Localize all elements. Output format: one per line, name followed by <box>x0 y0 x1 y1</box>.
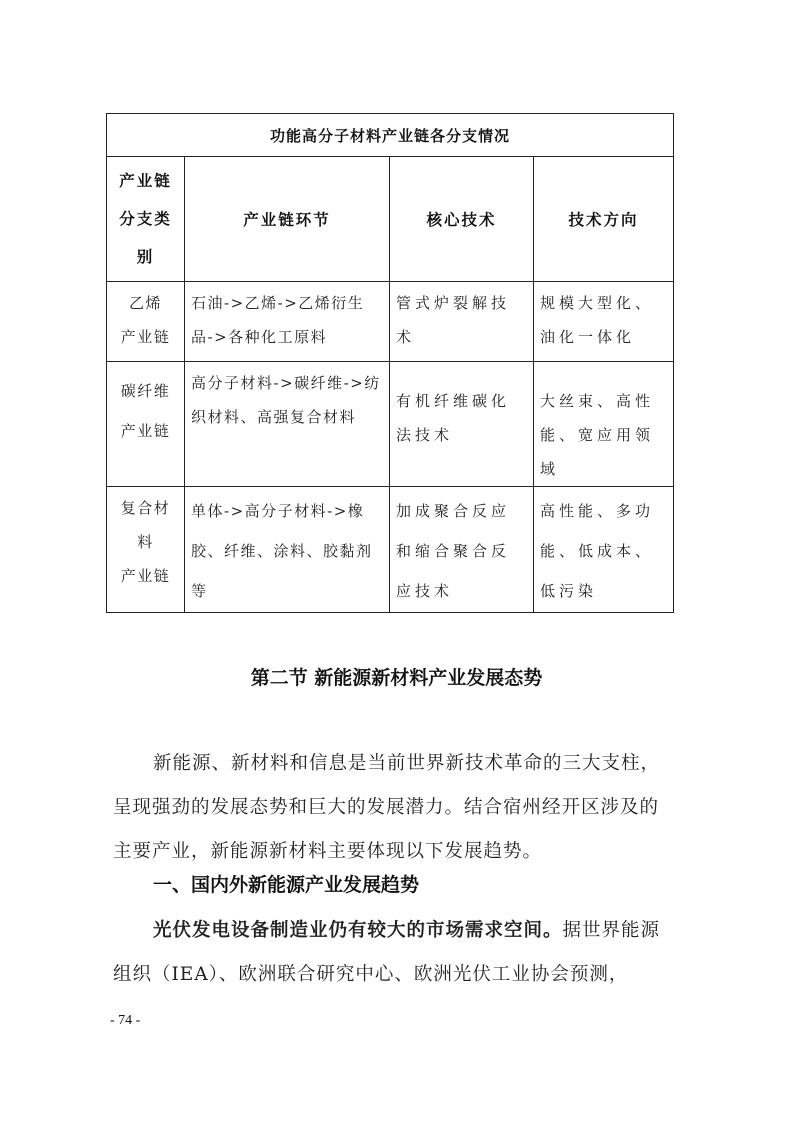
header-category-line: 产业链 <box>119 172 172 190</box>
table-row <box>107 282 674 362</box>
page-number: - 74 - <box>110 1013 141 1028</box>
header-category <box>107 157 185 282</box>
row-direction: 高性能、多功能、低成本、低污染 <box>534 487 674 613</box>
row-core-tech: 管式炉裂解技术 <box>390 282 534 362</box>
row-category <box>107 362 185 487</box>
paragraph-lead-bold: 光伏发电设备制造业仍有较大的市场需求空间。 <box>153 920 563 941</box>
subheading: 一、国内外新能源产业发展趋势 <box>153 874 420 896</box>
row-category <box>107 282 185 362</box>
intro-paragraph-text: 新能源、新材料和信息是当前世界新技术革命的三大支柱，呈现强劲的发展态势和巨大的发展潜力。结合宿州经开区涉及的主要产业，新能源新材料主要体现以下发展趋势。 <box>113 753 661 862</box>
branch-table <box>106 113 674 613</box>
row-direction: 大丝束、高性能、宽应用领域 <box>534 362 674 487</box>
row-category-line: 产业链 <box>120 567 171 585</box>
table-row <box>107 487 674 613</box>
row-category-line: 产业链 <box>120 328 171 346</box>
row-core-tech: 加成聚合反应和缩合聚合反应技术 <box>390 487 534 613</box>
header-core-tech: 核心技术 <box>390 157 534 282</box>
header-direction: 技术方向 <box>534 157 674 282</box>
row-core-tech: 有机纤维碳化法技术 <box>390 362 534 487</box>
row-category-line: 产业链 <box>120 422 171 440</box>
header-category-line: 分支类 <box>119 210 172 228</box>
row-segment: 石油->乙烯->乙烯衍生品->各种化工原料 <box>185 282 390 362</box>
paragraph-rest: 据世界能源组织（IEA）、欧洲联合研究中心、欧洲光伏工业协会预测， <box>113 920 661 985</box>
row-segment: 高分子材料->碳纤维->纺织材料、高强复合材料 <box>185 362 390 487</box>
row-category-line: 复合材 <box>120 499 171 517</box>
intro-paragraph <box>113 742 673 874</box>
row-segment: 单体->高分子材料->橡胶、纤维、涂料、胶黏剂等 <box>185 487 390 613</box>
row-direction: 规模大型化、油化一体化 <box>534 282 674 362</box>
row-category-line: 乙烯 <box>128 294 162 312</box>
header-category-line: 别 <box>136 248 155 266</box>
row-category-line: 料 <box>137 533 154 551</box>
table-row <box>107 362 674 487</box>
row-category <box>107 487 185 613</box>
body-paragraph <box>113 909 673 997</box>
header-segment: 产业链环节 <box>185 157 390 282</box>
row-category-line: 碳纤维 <box>120 382 171 400</box>
table-caption: 功能高分子材料产业链各分支情况 <box>107 114 674 157</box>
section-heading: 第二节 新能源新材料产业发展态势 <box>250 667 543 689</box>
